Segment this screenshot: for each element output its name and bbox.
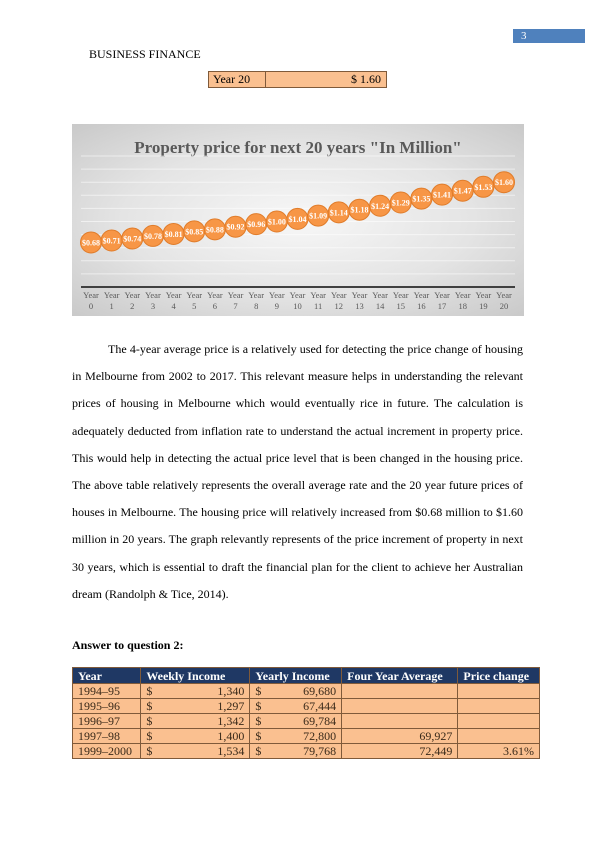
- data-label: $1.35: [412, 194, 431, 204]
- cell-average: [342, 699, 458, 714]
- x-tick-label: Year 18: [454, 290, 471, 311]
- cell-change: 3.61%: [458, 744, 540, 759]
- x-tick-label: Year 11: [310, 290, 326, 311]
- data-label: $0.78: [143, 231, 162, 241]
- cell-year: 1999–2000: [73, 744, 141, 759]
- cell-weekly: [141, 684, 250, 699]
- weekly-value: 1,342: [217, 713, 245, 728]
- running-header: BUSINESS FINANCE: [89, 47, 201, 61]
- cell-change: [458, 714, 540, 729]
- yearly-value: 72,800: [303, 728, 337, 743]
- data-label: $1.18: [350, 205, 369, 215]
- cell-change: [458, 729, 540, 744]
- currency-symbol: $: [255, 683, 262, 698]
- weekly-value: 1,340: [217, 683, 245, 698]
- yearly-value: 69,680: [303, 683, 337, 698]
- weekly-value: 1,400: [217, 728, 245, 743]
- data-label: $0.88: [205, 225, 224, 235]
- cell-year: 1995–96: [73, 699, 141, 714]
- table-row: [73, 699, 540, 714]
- currency-symbol: $: [146, 683, 153, 698]
- data-label: $1.47: [453, 186, 472, 196]
- table-row: [73, 729, 540, 744]
- data-label: $1.29: [391, 198, 410, 208]
- currency-symbol: $: [255, 698, 262, 713]
- x-tick-label: Year 16: [413, 290, 430, 311]
- data-label: $1.14: [329, 208, 348, 218]
- col-weekly-income: Weekly Income: [141, 668, 250, 684]
- x-tick-label: Year 1: [103, 290, 120, 311]
- col-year: Year: [73, 668, 141, 684]
- cell-weekly: [141, 714, 250, 729]
- weekly-value: 1,534: [217, 743, 245, 758]
- income-table: [72, 667, 540, 759]
- x-tick-label: Year 19: [475, 290, 492, 311]
- cell-weekly: [141, 744, 250, 759]
- data-label: $1.60: [495, 178, 513, 188]
- x-tick-label: Year 20: [496, 290, 512, 311]
- cell-change: [458, 684, 540, 699]
- data-label: $1.41: [433, 190, 452, 200]
- x-tick-label: Year 10: [289, 290, 306, 311]
- x-tick-label: Year 7: [227, 290, 244, 311]
- data-label: $1.00: [267, 217, 286, 227]
- col-price-change: Price change: [458, 668, 540, 684]
- chart-title: Property price for next 20 years "In Million": [134, 138, 462, 157]
- cell-average: [342, 714, 458, 729]
- year20-price-table: [208, 71, 387, 88]
- x-tick-label: Year 12: [330, 290, 347, 311]
- x-tick-label: Year 5: [186, 290, 203, 311]
- x-tick-label: Year 8: [248, 290, 265, 311]
- x-tick-label: Year 6: [207, 290, 223, 311]
- table-row: [73, 714, 540, 729]
- data-label: $1.53: [474, 182, 493, 192]
- cell-average: 72,449: [342, 744, 458, 759]
- year20-label: Year 20: [209, 72, 266, 87]
- cell-weekly: [141, 699, 250, 714]
- cell-yearly: [250, 714, 342, 729]
- currency-symbol: $: [255, 713, 262, 728]
- data-label: $1.04: [288, 214, 307, 224]
- weekly-value: 1,297: [217, 698, 245, 713]
- currency-symbol: $: [255, 743, 262, 758]
- currency-symbol: $: [255, 728, 262, 743]
- cell-yearly: [250, 729, 342, 744]
- table-row: [73, 744, 540, 759]
- analysis-paragraph: The 4-year average price is a relatively used for detecting the price change of housing in Melbourne from 2002 to 2017. This relevant measure helps in understanding the relevant prices of housing in Melbourne which would eventually rice in future. The calculation is adequately deducted from inflation rate to understand the actual increment in property price. This would help in detecting the actual price level that is been changed in the housing price. The above table relatively represents the overall average rate and the 20 year future prices of houses in Melbourne. The housing price will relatively increased from $0.68 million to $1.60 million in 20 years. The graph relevantly represents of the price increment of property in next 30 years, which is essential to draft the financial plan for the client to achieve her Australian dream (Randolph & Tice, 2014).: [72, 342, 523, 601]
- yearly-value: 69,784: [303, 713, 337, 728]
- table-row: [73, 684, 540, 699]
- data-label: $0.85: [185, 227, 204, 237]
- data-label: $0.81: [164, 229, 183, 239]
- question2-heading: Answer to question 2:: [72, 638, 184, 652]
- data-label: $0.68: [82, 238, 100, 248]
- currency-symbol: $: [146, 713, 153, 728]
- data-label: $1.24: [371, 201, 390, 211]
- year20-value: $ 1.60: [351, 72, 381, 86]
- x-tick-label: Year 4: [165, 290, 182, 311]
- cell-year: 1994–95: [73, 684, 141, 699]
- col-yearly-income: Yearly Income: [250, 668, 342, 684]
- currency-symbol: $: [146, 698, 153, 713]
- cell-year: 1997–98: [73, 729, 141, 744]
- data-label: $1.09: [309, 211, 328, 221]
- chart-canvas: [72, 124, 524, 316]
- data-label: $0.92: [226, 222, 245, 232]
- table-header-row: [73, 668, 540, 684]
- cell-yearly: [250, 699, 342, 714]
- cell-change: [458, 699, 540, 714]
- x-tick-label: Year 0: [83, 290, 99, 311]
- cell-average: [342, 684, 458, 699]
- x-tick-label: Year 14: [372, 290, 388, 311]
- col-four-year-average: Four Year Average: [342, 668, 458, 684]
- yearly-value: 67,444: [303, 698, 337, 713]
- cell-yearly: [250, 684, 342, 699]
- x-tick-label: Year 3: [145, 290, 161, 311]
- x-tick-label: Year 2: [124, 290, 141, 311]
- x-tick-label: Year 13: [351, 290, 368, 311]
- property-price-chart: [72, 124, 524, 316]
- data-label: $0.96: [247, 220, 266, 230]
- data-label: $0.74: [123, 234, 142, 244]
- currency-symbol: $: [146, 743, 153, 758]
- cell-average: 69,927: [342, 729, 458, 744]
- x-tick-label: Year 9: [269, 290, 285, 311]
- currency-symbol: $: [146, 728, 153, 743]
- cell-weekly: [141, 729, 250, 744]
- x-tick-label: Year 17: [434, 290, 450, 311]
- yearly-value: 79,768: [303, 743, 337, 758]
- data-label: $0.71: [102, 236, 121, 246]
- cell-yearly: [250, 744, 342, 759]
- page-number: 3: [513, 29, 585, 43]
- cell-year: 1996–97: [73, 714, 141, 729]
- x-tick-label: Year 15: [392, 290, 409, 311]
